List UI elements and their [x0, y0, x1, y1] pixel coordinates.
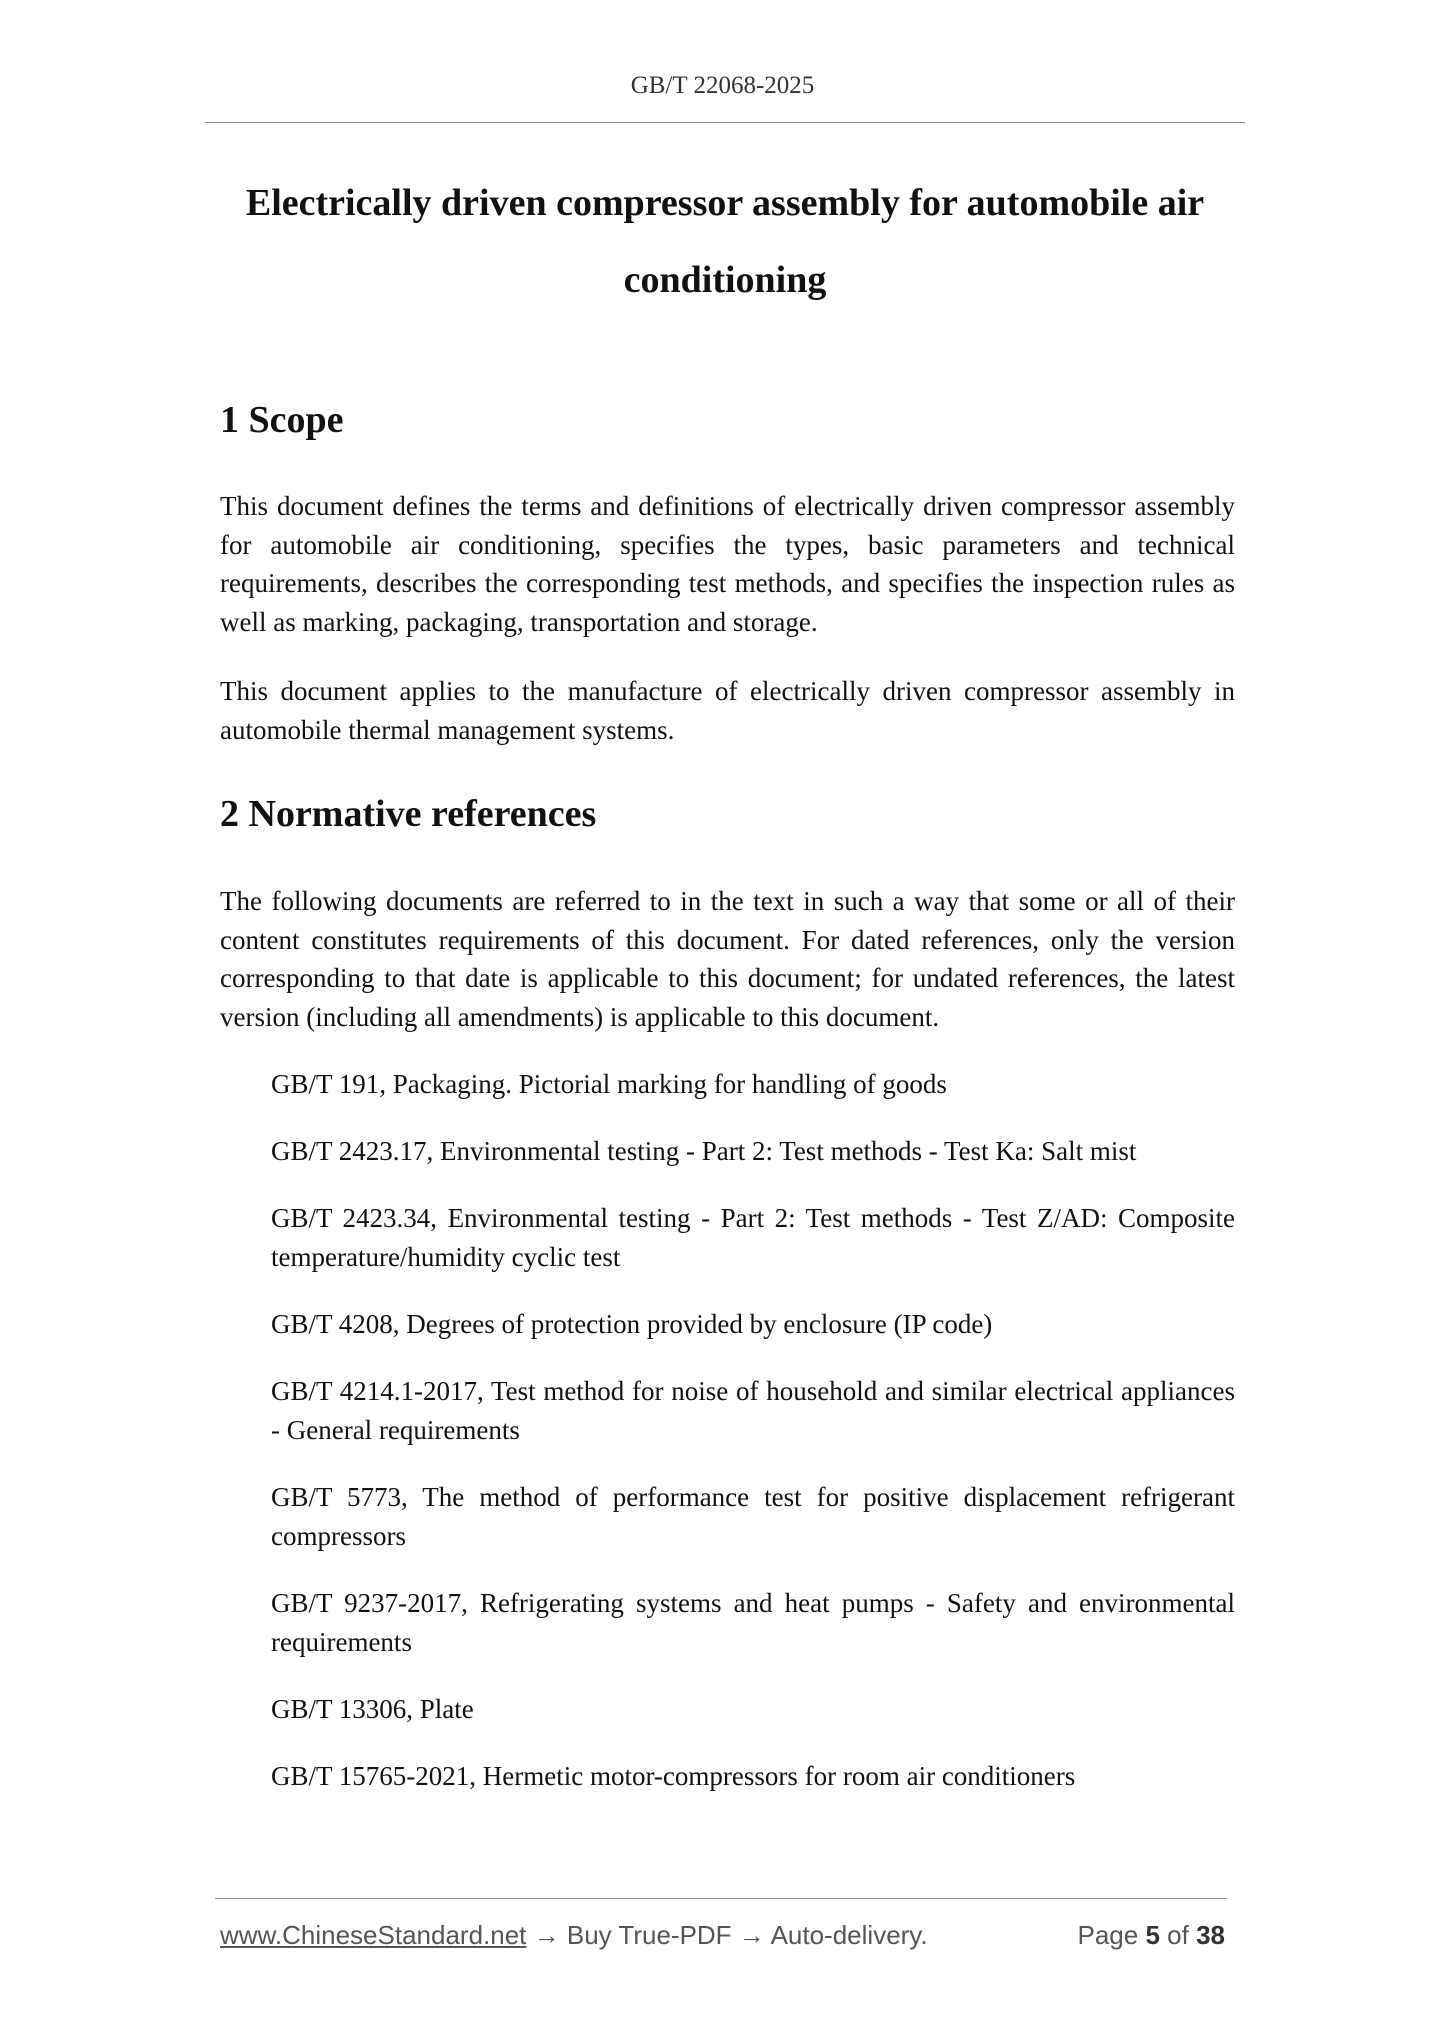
reference-item: GB/T 4214.1-2017, Test method for noise of household and similar electrical appliances - General requirements [271, 1376, 1235, 1445]
standard-code: GB/T 22068-2025 [630, 72, 815, 99]
section-heading-scope: 1 Scope [220, 399, 344, 441]
document-title [200, 165, 1250, 319]
reference-item: GB/T 191, Packaging. Pictorial marking for handling of goods [271, 1069, 947, 1099]
section-heading-normative-references: 2 Normative references [220, 793, 597, 835]
footer-promo-text: → Buy True-PDF → Auto-delivery. [526, 1920, 928, 1950]
page-label: Page [1077, 1920, 1139, 1950]
reference-item: GB/T 5773, The method of performance test for positive displacement refrigerant compressors [271, 1482, 1235, 1551]
site-link[interactable]: www.ChineseStandard.net [220, 1920, 527, 1950]
scope-paragraph-1: This document defines the terms and definitions of electrically driven compressor assembly for automobile air conditioning, specifies the types, basic parameters and technical requirements, describes the corresponding test methods, and specifies the inspection rules as well as marking, packaging, transportation and storage. [220, 491, 1235, 637]
footer-divider [215, 1898, 1227, 1899]
reference-item: GB/T 2423.34, Environmental testing - Part 2: Test methods - Test Z/AD: Composite temperature/humidity cyclic test [271, 1203, 1235, 1272]
normative-references-paragraph: The following documents are referred to in the text in such a way that some or all of their content constitutes requirements of this document. For dated references, only the version corresponding to that date is applicable to this document; for undated references, the latest version (including all amendments) is applicable to this document. [220, 886, 1235, 1032]
reference-item: GB/T 13306, Plate [271, 1694, 474, 1724]
scope-paragraph-2: This document applies to the manufacture of electrically driven compressor assembly in automobile thermal management systems. [220, 676, 1235, 745]
title-line-2: conditioning [623, 259, 827, 301]
header-divider [205, 122, 1245, 123]
page-number [1077, 1920, 1225, 1951]
page-of-label: of [1167, 1920, 1189, 1950]
total-pages: 38 [1196, 1920, 1225, 1950]
footer-promo [220, 1920, 928, 1951]
reference-item: GB/T 15765-2021, Hermetic motor-compressors for room air conditioners [271, 1761, 1076, 1791]
current-page: 5 [1145, 1920, 1160, 1950]
title-line-1: Electrically driven compressor assembly for automobile air [245, 182, 1205, 224]
reference-item: GB/T 2423.17, Environmental testing - Part 2: Test methods - Test Ka: Salt mist [271, 1136, 1137, 1166]
reference-item: GB/T 4208, Degrees of protection provided by enclosure (IP code) [271, 1309, 993, 1339]
reference-item: GB/T 9237-2017, Refrigerating systems and heat pumps - Safety and environmental requirements [271, 1588, 1235, 1657]
